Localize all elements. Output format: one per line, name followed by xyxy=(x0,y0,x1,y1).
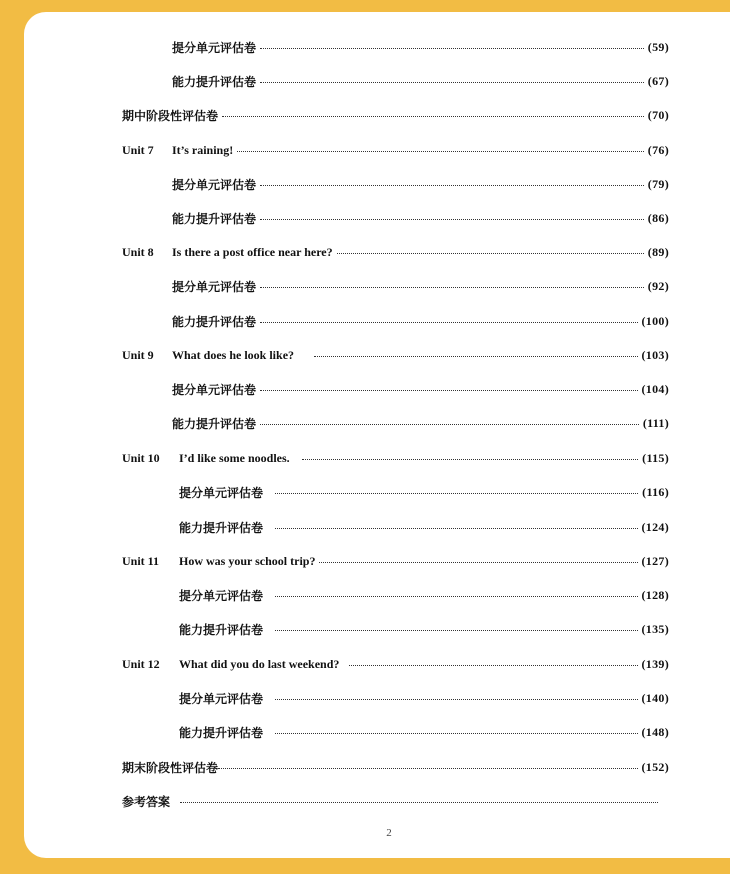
toc-entry-page: (79) xyxy=(647,176,669,191)
toc-entry-page: (127) xyxy=(641,553,669,568)
dot-leader xyxy=(260,82,644,83)
toc-entry-page: (100) xyxy=(641,313,669,328)
toc-entry xyxy=(179,619,669,639)
toc-entry-page: (103) xyxy=(641,347,669,362)
dot-leader xyxy=(222,116,644,117)
toc-entry-unit: Unit 9 xyxy=(122,347,154,362)
dot-leader xyxy=(337,253,644,254)
dot-leader xyxy=(237,151,644,152)
toc-entry-page: (128) xyxy=(641,587,669,602)
toc-entry-page: (70) xyxy=(647,107,669,122)
toc-entry-page: (89) xyxy=(647,244,669,259)
toc-entry-title: 提分单元评估卷 xyxy=(172,382,257,397)
toc-entry-unit: Unit 10 xyxy=(122,450,160,465)
toc-entry-page: (111) xyxy=(642,415,669,430)
toc-entry xyxy=(179,585,669,605)
dot-leader xyxy=(260,322,637,323)
toc-entry xyxy=(172,37,669,57)
toc-entry-page: (135) xyxy=(641,621,669,636)
dot-leader xyxy=(319,562,637,563)
toc-entry-page: (152) xyxy=(641,759,669,774)
toc-entry-title: 提分单元评估卷 xyxy=(179,485,264,500)
toc-entry xyxy=(179,517,669,537)
dot-leader xyxy=(260,390,637,391)
table-of-contents xyxy=(24,12,730,858)
toc-entry xyxy=(172,71,669,91)
toc-entry-unit: Unit 8 xyxy=(122,244,154,259)
toc-entry-page: (59) xyxy=(647,39,669,54)
toc-entry-page: (140) xyxy=(641,690,669,705)
document-page xyxy=(24,12,730,858)
toc-entry xyxy=(172,413,669,433)
toc-entry-title: 能力提升评估卷 xyxy=(172,74,257,89)
toc-entry-title: It’s raining! xyxy=(172,142,234,157)
toc-entry xyxy=(179,688,669,708)
toc-entry-title: 能力提升评估卷 xyxy=(172,211,257,226)
dot-leader xyxy=(180,802,658,803)
toc-entry-title: 提分单元评估卷 xyxy=(179,691,264,706)
dot-leader xyxy=(275,596,637,597)
toc-entry xyxy=(122,551,669,571)
dot-leader xyxy=(260,287,644,288)
toc-entry-title: How was your school trip? xyxy=(179,553,316,568)
toc-entry-title: 提分单元评估卷 xyxy=(179,588,264,603)
toc-entry-title: 能力提升评估卷 xyxy=(172,416,257,431)
toc-entry xyxy=(122,345,669,365)
toc-entry-title: 提分单元评估卷 xyxy=(172,177,257,192)
dot-leader xyxy=(314,356,637,357)
toc-entry-page: (92) xyxy=(647,278,669,293)
toc-entry-title: 提分单元评估卷 xyxy=(172,279,257,294)
page-number: 2 xyxy=(386,827,392,839)
toc-entry-title: 期末阶段性评估卷 xyxy=(122,760,219,775)
toc-entry xyxy=(172,379,669,399)
toc-entry-title: 能力提升评估卷 xyxy=(179,622,264,637)
dot-leader xyxy=(275,733,637,734)
dot-leader xyxy=(275,493,638,494)
toc-entry xyxy=(179,482,669,502)
toc-entry xyxy=(172,208,669,228)
dot-leader xyxy=(260,48,644,49)
toc-entry-page: (148) xyxy=(641,724,669,739)
dot-leader xyxy=(275,630,637,631)
toc-entry-title: I’d like some noodles. xyxy=(179,450,290,465)
toc-entry xyxy=(172,174,669,194)
dot-leader xyxy=(218,768,637,769)
toc-entry xyxy=(122,448,669,468)
toc-entry xyxy=(122,105,669,125)
toc-entry-title: 能力提升评估卷 xyxy=(172,314,257,329)
toc-entry-page: (116) xyxy=(642,484,669,499)
toc-entry-page: (86) xyxy=(647,210,669,225)
toc-entry-title: What does he look like? xyxy=(172,347,295,362)
toc-entry-title: Is there a post office near here? xyxy=(172,244,333,259)
toc-entry-unit: Unit 12 xyxy=(122,656,160,671)
toc-entry xyxy=(122,242,669,262)
toc-entry-page: (76) xyxy=(647,142,669,157)
toc-entry-title: What did you do last weekend? xyxy=(179,656,340,671)
toc-entry-page: (115) xyxy=(642,450,669,465)
toc-entry-unit: Unit 11 xyxy=(122,553,160,568)
toc-entry-title: 能力提升评估卷 xyxy=(179,725,264,740)
dot-leader xyxy=(302,459,638,460)
toc-entry-title: 能力提升评估卷 xyxy=(179,520,264,535)
toc-entry xyxy=(172,311,669,331)
toc-entry xyxy=(172,276,669,296)
toc-entry-title: 期中阶段性评估卷 xyxy=(122,108,219,123)
dot-leader xyxy=(275,699,637,700)
toc-entry xyxy=(122,757,669,777)
dot-leader xyxy=(275,528,637,529)
toc-entry-title: 参考答案 xyxy=(122,794,171,809)
toc-entry xyxy=(122,140,669,160)
dot-leader xyxy=(260,424,639,425)
dot-leader xyxy=(260,185,644,186)
toc-entry-page: (67) xyxy=(647,73,669,88)
toc-entry xyxy=(122,654,669,674)
toc-entry-page: (104) xyxy=(641,381,669,396)
toc-entry-page: (124) xyxy=(641,519,669,534)
toc-entry-unit: Unit 7 xyxy=(122,142,154,157)
toc-entry-title: 提分单元评估卷 xyxy=(172,40,257,55)
dot-leader xyxy=(349,665,637,666)
toc-entry xyxy=(179,722,669,742)
toc-entry xyxy=(122,791,662,811)
toc-entry-page: (139) xyxy=(641,656,669,671)
dot-leader xyxy=(260,219,644,220)
